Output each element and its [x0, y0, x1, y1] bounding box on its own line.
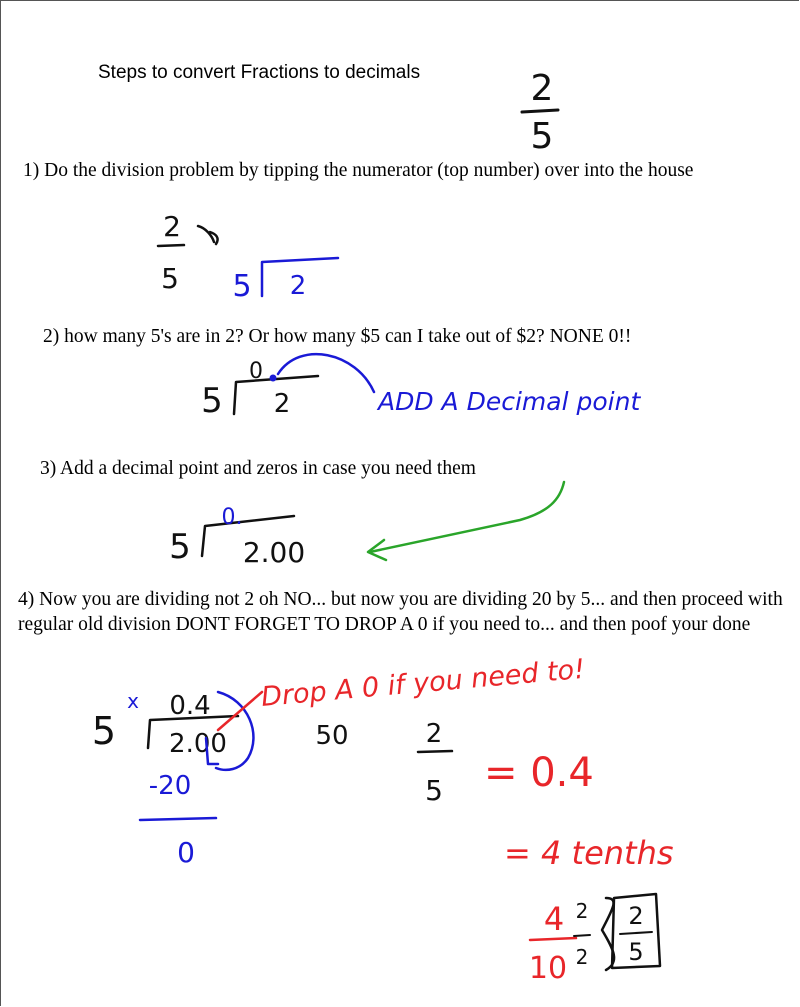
result-numerator: 2	[425, 719, 443, 749]
check-factor-top: 2	[575, 899, 589, 923]
step3-quotient: 0.	[221, 505, 243, 530]
check-factor-bottom: 2	[575, 945, 589, 969]
result-denominator: 5	[425, 774, 443, 807]
step2-pointer-arc	[278, 354, 374, 392]
check-reduced-bar	[620, 932, 652, 934]
step-1-text: 1) Do the division problem by tipping the numerator (top number) over into the house	[23, 160, 694, 181]
step2-note: ADD A Decimal point	[378, 387, 641, 416]
step4-divisor: 5	[91, 709, 117, 753]
result-decimal: = 0.4	[484, 750, 594, 796]
check-denominator: 10	[528, 951, 568, 986]
step4-subtract-line	[140, 818, 216, 820]
step-3-text: 3) Add a decimal point and zeros in case you need them	[40, 458, 476, 479]
example-denominator: 5	[530, 116, 554, 157]
check-reduced-denominator: 5	[628, 938, 644, 966]
step4-quotient: 0.4	[169, 691, 211, 721]
step-2-text: 2) how many 5's are in 2? Or how many $5 can I take out of $2? NONE 0!!	[43, 326, 632, 347]
step3-dividend: 2.00	[242, 536, 306, 569]
step1-fraction-numerator: 2	[163, 210, 181, 243]
step4-note: Drop A 0 if you need to!	[259, 653, 587, 713]
result-words: = 4 tenths	[504, 834, 674, 872]
note-pointer-line	[218, 692, 262, 730]
result-fraction-bar	[418, 751, 452, 752]
check-reduced-numerator: 2	[628, 902, 644, 930]
step-4-text: 4) Now you are dividing not 2 oh NO... but now you are dividing 20 by 5... and then proceed with regular old division DONT FORGET TO DROP A 0 if you need to... and then poof your done	[18, 589, 783, 635]
step1-fraction-denominator: 5	[161, 262, 179, 295]
step2-decimal-dot	[270, 375, 277, 382]
page-title: Steps to convert Fractions to decimals	[98, 62, 421, 83]
step1-dividend: 2	[289, 271, 307, 301]
example-fraction-bar	[522, 110, 558, 112]
step1-divisor: 5	[232, 269, 252, 304]
check-numerator: 4	[543, 900, 565, 938]
tip-arrow-icon	[198, 226, 218, 244]
example-numerator: 2	[530, 68, 554, 109]
check-factor-bar	[574, 935, 590, 936]
step4-times-mark: x	[127, 689, 139, 713]
check-fraction-bar	[530, 938, 576, 940]
step4-dividend: 2.00	[169, 729, 227, 759]
step3-green-arrow	[370, 482, 564, 552]
step4-subtract: -20	[148, 771, 192, 801]
step1-fraction-bar	[158, 245, 184, 246]
step2-divisor: 5	[201, 381, 223, 421]
step2-quotient: 0	[249, 359, 263, 384]
step4-side-work: 50	[315, 721, 349, 751]
step2-dividend: 2	[273, 389, 291, 419]
step3-divisor: 5	[169, 527, 191, 567]
step4-remainder: 0	[177, 836, 195, 869]
